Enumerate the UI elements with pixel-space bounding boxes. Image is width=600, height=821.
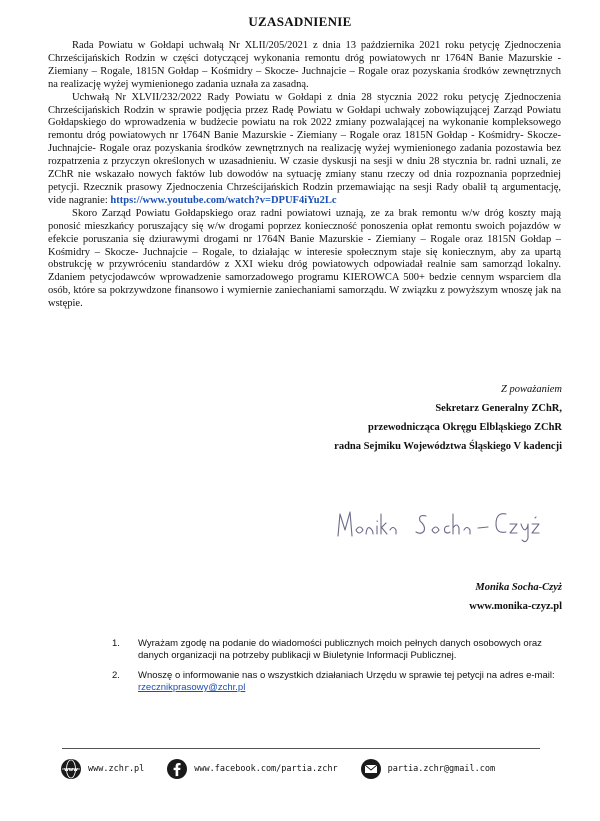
footer xyxy=(60,757,540,781)
email-icon xyxy=(360,758,382,780)
facebook-icon xyxy=(166,758,188,780)
paragraph-2-text: Uchwałą Nr XLVII/232/2022 Rady Powiatu w Gołdapi z dnia 28 stycznia 2022 roku petycję Zjednoczenia Chrześcijańskich Rodzin w sprawie podjęcia przez Radę Powiatu w Gołdapi uchwały zobowiązującej Zarząd Powiatu Gołdapskiego do wprowadzenia w budżecie powiatu na rok 2022 zmiany pozwalającej na wykonanie kompleksowego remontu dróg powiatowych nr 1764N Banie Mazurskie - Ziemiany – Rogale oraz 1815N Gołdap - Kośmidry- Skocze- Juchnajcie- Rogale oraz pozyskania środków zewnętrznych na realizację wyżej wymienionego zadania pozostawia bez rozpatrzenia z przyczyn określonych w uzasadnieniu. W czasie dyskusji na sesji w dniu 28 stycznia br. radni uznali, ze ZChR nie wskazało nowych faktów lub dowodów na sytuację zmiany stanu rzeczy od dnia rozpoznania poprzedniej petycji. Rzecznik prasowy Zjednoczenia Chrześcijańskich Rodzin przemawiając na sesji Rady obalił tą argumentację, vide nagranie: xyxy=(48,91,561,206)
footer-website-text: www.zchr.pl xyxy=(88,764,145,774)
document-body xyxy=(48,40,561,311)
footer-email-text: partia.zchr@gmail.com xyxy=(387,764,496,774)
signer-role-1: Sekretarz Generalny ZChR, xyxy=(435,403,562,414)
signer-role-3: radna Sejmiku Województwa Śląskiego V kadencji xyxy=(334,441,562,452)
footer-facebook-text: www.facebook.com/partia.zchr xyxy=(194,764,338,774)
footer-website[interactable] xyxy=(60,758,144,780)
list-number: 1. xyxy=(112,638,120,649)
footer-email[interactable] xyxy=(360,758,495,780)
youtube-link[interactable]: https://www.youtube.com/watch?v=DPUF4iYu2Lc xyxy=(110,194,337,206)
list-text-wrap xyxy=(138,670,562,694)
footer-divider xyxy=(62,748,540,749)
signer-info xyxy=(469,578,562,616)
list-item xyxy=(112,670,562,694)
signature-block xyxy=(202,380,562,456)
www-icon xyxy=(60,758,82,780)
svg-text:www: www xyxy=(64,767,78,773)
closing-phrase: Z poważaniem xyxy=(501,384,562,395)
paragraph-1: Rada Powiatu w Gołdapi uchwałą Nr XLII/205/2021 z dnia 13 października 2021 roku petycję Zjednoczenia Chrześcijańskich Rodzin w części dotyczącej wykonania remontu dróg powiatowych nr 1764N Banie Mazurskie -Ziemiany – Rogale, 1815N Gołdap – Kośmidry – Skocze- Juchnajcie – Rogale oraz pozyskania środków zewnętrznych na realizację wyżej wymienionego zadania uznała za zasadną. xyxy=(48,40,561,90)
list-text: Wnoszę o informowanie nas o wszystkich działaniach Urzędu w sprawie tej petycji na adres e-mail: xyxy=(138,670,555,681)
paragraph-2 xyxy=(48,92,561,208)
list-item xyxy=(112,638,562,662)
document-title: UZASADNIENIE xyxy=(248,14,352,29)
signer-role-2: przewodnicząca Okręgu Elbląskiego ZChR xyxy=(368,422,562,433)
signer-website[interactable]: www.monika-czyz.pl xyxy=(469,601,562,612)
signer-name: Monika Socha-Czyż xyxy=(475,582,562,593)
notes-list xyxy=(112,638,562,702)
email-link[interactable]: rzecznikprasowy@zchr.pl xyxy=(138,682,246,693)
paragraph-3: Skoro Zarząd Powiatu Gołdapskiego oraz radni powiatowi uznają, ze za brak remontu w/w dróg koszty mają ponosić mieszkańcy poruszający się w/w drogami poprzez konieczność ponoszenia opłat remontu swoich pojazdów w efekcie poruszania się dziurawymi drogami nr 1764N Banie Mazurskie - Ziemiany – Rogale oraz 1815N Gołdap – Kośmidry – Skocze- Juchnajcie – Rogale, to działając w interesie społecznym staje się koniecznym, aby za upartą obstrukcję w przywróceniu standardów z XXI wieku dróg powiatowych odpowiadał realnie sam samorząd lokalny. Zdaniem petycjodawców wprowadzenie samorzadowego programu KIEROWCA 500+ bedzie cennym wsparciem dla osób, które sa pokrzywdzone finansowo i wymiernie zaniechaniami samorządu. W związku z powyższym wnoszę jak na wstępie. xyxy=(48,207,561,310)
list-text: Wyrażam zgodę na podanie do wiadomości publicznych moich pełnych danych osobowych oraz danych organizacji na potrzeby publikacji w Biuletynie Informacji Publicznej. xyxy=(138,638,542,661)
list-number: 2. xyxy=(112,670,120,681)
footer-facebook[interactable] xyxy=(166,758,337,780)
handwritten-signature xyxy=(332,500,562,550)
